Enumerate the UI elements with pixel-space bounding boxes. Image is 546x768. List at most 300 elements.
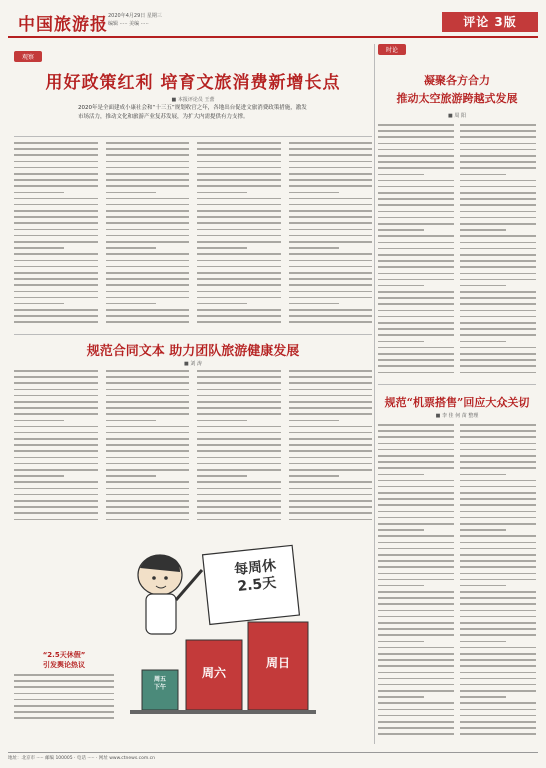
text-line xyxy=(14,173,98,175)
text-line xyxy=(460,198,536,200)
text-line xyxy=(378,634,454,636)
text-line xyxy=(378,647,454,649)
divider xyxy=(378,384,536,385)
right-second-byline: ■ 李 佳 何 苗 整理 xyxy=(435,413,479,419)
text-line xyxy=(460,517,536,519)
text-line xyxy=(106,260,190,262)
text-line xyxy=(460,365,536,367)
text-line xyxy=(460,328,536,330)
text-line xyxy=(289,420,339,422)
text-line xyxy=(106,179,190,181)
text-line xyxy=(378,504,454,506)
text-line xyxy=(14,148,98,150)
text-line xyxy=(378,653,454,655)
text-line xyxy=(289,444,373,446)
text-line xyxy=(106,229,190,231)
text-column xyxy=(197,142,281,328)
text-line xyxy=(14,693,114,695)
text-line xyxy=(14,711,114,713)
text-line xyxy=(14,488,98,490)
text-line xyxy=(378,492,454,494)
text-line xyxy=(378,192,454,194)
text-line xyxy=(197,444,281,446)
text-line xyxy=(14,426,98,428)
text-line xyxy=(106,161,190,163)
text-column xyxy=(106,370,190,525)
second-article-byline: ■ 刘 涛 xyxy=(184,361,202,367)
text-line xyxy=(106,253,190,255)
text-line xyxy=(460,684,536,686)
text-line xyxy=(460,291,536,293)
text-line xyxy=(460,616,536,618)
text-line xyxy=(460,696,506,698)
text-line xyxy=(106,444,190,446)
text-line xyxy=(197,284,281,286)
text-line xyxy=(460,634,536,636)
text-line xyxy=(378,542,454,544)
text-line xyxy=(197,457,281,459)
text-line xyxy=(197,315,281,317)
text-line xyxy=(378,291,454,293)
text-line xyxy=(197,266,281,268)
text-line xyxy=(460,628,536,630)
text-line xyxy=(14,494,98,496)
text-line xyxy=(378,174,424,176)
text-line xyxy=(197,450,281,452)
second-article-body xyxy=(14,370,372,530)
text-line xyxy=(197,407,281,409)
text-line xyxy=(378,560,454,562)
text-line xyxy=(460,579,536,581)
text-line xyxy=(14,204,98,206)
page-footer: 地址：北京市 ····· 邮编 100005 · 电话 ····· · 网址 www.ctnews.com.cn xyxy=(8,752,538,761)
text-line xyxy=(197,475,247,477)
text-line xyxy=(460,310,536,312)
text-line xyxy=(197,291,281,293)
text-line xyxy=(197,432,281,434)
text-column xyxy=(14,370,98,525)
text-line xyxy=(460,721,536,723)
left-column-label: 观察 xyxy=(14,51,42,62)
text-line xyxy=(106,284,190,286)
text-line xyxy=(197,494,281,496)
text-line xyxy=(460,467,536,469)
text-line xyxy=(378,591,454,593)
text-line xyxy=(14,376,98,378)
text-line xyxy=(289,519,373,521)
text-line xyxy=(14,519,98,521)
lead-article-lede: 2020年是全面建成小康社会和“十三五”规划收官之年，各地出台促进文旅消费政策措施，激发市场活力，推动文化和旅游产业复苏发展，为扩大内需提供有力支撑。 xyxy=(78,105,307,120)
text-line xyxy=(197,222,281,224)
text-line xyxy=(460,180,536,182)
text-line xyxy=(378,461,454,463)
text-line xyxy=(378,696,424,698)
text-line xyxy=(289,235,373,237)
text-line xyxy=(197,401,281,403)
text-line xyxy=(378,690,454,692)
text-line xyxy=(460,167,536,169)
text-line xyxy=(14,266,98,268)
section-tab: 评论 3版 xyxy=(442,12,538,32)
text-line xyxy=(106,450,190,452)
text-line xyxy=(289,407,373,409)
text-line xyxy=(460,461,536,463)
text-line xyxy=(289,500,373,502)
right-second-body xyxy=(378,424,536,744)
text-line xyxy=(197,272,281,274)
caption-body xyxy=(14,674,114,728)
text-line xyxy=(106,222,190,224)
illustration-saturday-label: 周六 xyxy=(201,666,226,680)
right-article-title: 凝聚各方合力 推动太空旅游跨越式发展 xyxy=(396,74,518,105)
text-column xyxy=(378,124,454,378)
right-second-title: 规范“机票搭售”回应大众关切 xyxy=(384,396,530,409)
text-line xyxy=(289,229,373,231)
text-line xyxy=(460,665,536,667)
text-line xyxy=(378,424,454,426)
text-line xyxy=(378,347,454,349)
text-line xyxy=(197,154,281,156)
text-line xyxy=(378,554,454,556)
text-line xyxy=(106,512,190,514)
text-line xyxy=(14,297,98,299)
text-line xyxy=(378,223,454,225)
text-line xyxy=(378,709,454,711)
text-line xyxy=(289,167,373,169)
text-line xyxy=(106,241,190,243)
text-line xyxy=(14,142,98,144)
text-line xyxy=(460,424,536,426)
text-column xyxy=(460,124,536,378)
text-line xyxy=(460,702,536,704)
text-line xyxy=(289,210,373,212)
text-line xyxy=(378,684,454,686)
illustration-sunday-label: 周日 xyxy=(265,656,290,670)
text-line xyxy=(14,717,114,719)
text-line xyxy=(289,148,373,150)
text-line xyxy=(106,235,190,237)
text-line xyxy=(378,517,454,519)
text-line xyxy=(197,382,281,384)
text-line xyxy=(106,142,190,144)
text-line xyxy=(460,235,536,237)
text-line xyxy=(378,523,454,525)
text-line xyxy=(378,155,454,157)
text-line xyxy=(460,548,536,550)
text-line xyxy=(106,204,190,206)
text-line xyxy=(460,353,536,355)
text-line xyxy=(106,297,190,299)
text-line xyxy=(289,457,373,459)
text-line xyxy=(14,500,98,502)
text-line xyxy=(106,272,190,274)
text-line xyxy=(289,247,339,249)
text-line xyxy=(460,260,536,262)
text-line xyxy=(289,161,373,163)
text-line xyxy=(460,641,506,643)
text-line xyxy=(14,699,114,701)
text-line xyxy=(197,420,247,422)
text-line xyxy=(460,560,536,562)
text-line xyxy=(378,334,454,336)
text-line xyxy=(378,616,454,618)
text-line xyxy=(14,284,98,286)
text-line xyxy=(197,148,281,150)
text-line xyxy=(106,154,190,156)
text-line xyxy=(14,272,98,274)
text-line xyxy=(289,198,373,200)
text-line xyxy=(14,278,98,280)
text-line xyxy=(378,328,454,330)
text-line xyxy=(289,309,373,311)
text-line xyxy=(197,179,281,181)
text-line xyxy=(14,210,98,212)
text-line xyxy=(289,494,373,496)
text-line xyxy=(14,686,114,688)
text-line xyxy=(289,481,373,483)
text-line xyxy=(14,303,64,305)
text-line xyxy=(460,647,536,649)
text-line xyxy=(106,167,190,169)
divider xyxy=(14,334,372,335)
text-line xyxy=(289,315,373,317)
right-column-label: 时论 xyxy=(378,44,406,55)
text-line xyxy=(460,303,536,305)
text-line xyxy=(14,432,98,434)
text-line xyxy=(378,229,424,231)
text-line xyxy=(197,278,281,280)
lead-article-body xyxy=(14,142,372,330)
text-line xyxy=(378,372,454,374)
text-line xyxy=(378,511,454,513)
text-line xyxy=(378,603,454,605)
text-line xyxy=(378,622,454,624)
text-line xyxy=(14,315,98,317)
text-line xyxy=(460,504,536,506)
right-article-body xyxy=(378,124,536,380)
illustration-sign-text: 每周休 2.5天 xyxy=(233,557,277,595)
text-line xyxy=(378,529,424,531)
illustration-friday-label: 周五 下午 xyxy=(153,676,166,691)
weekend-illustration xyxy=(120,530,320,720)
text-line xyxy=(460,204,536,206)
text-line xyxy=(378,727,454,729)
text-line xyxy=(460,622,536,624)
caption-box xyxy=(14,650,114,730)
text-line xyxy=(106,426,190,428)
text-line xyxy=(197,161,281,163)
text-line xyxy=(460,341,506,343)
text-line xyxy=(197,247,247,249)
text-line xyxy=(378,359,454,361)
text-line xyxy=(460,727,536,729)
text-line xyxy=(378,316,454,318)
text-line xyxy=(106,401,190,403)
text-line xyxy=(197,309,281,311)
text-line xyxy=(197,142,281,144)
text-line xyxy=(197,210,281,212)
text-line xyxy=(106,494,190,496)
text-line xyxy=(106,475,156,477)
text-line xyxy=(197,506,281,508)
text-line xyxy=(460,443,536,445)
text-line xyxy=(460,316,536,318)
text-line xyxy=(197,235,281,237)
text-line xyxy=(460,229,506,231)
text-line xyxy=(378,573,454,575)
text-line xyxy=(106,389,190,391)
divider xyxy=(14,136,372,137)
text-line xyxy=(14,167,98,169)
text-line xyxy=(460,585,506,587)
text-line xyxy=(106,469,190,471)
text-line xyxy=(378,597,454,599)
text-line xyxy=(289,284,373,286)
text-line xyxy=(289,463,373,465)
text-line xyxy=(378,149,454,151)
text-line xyxy=(460,715,536,717)
text-line xyxy=(197,185,281,187)
text-line xyxy=(378,610,454,612)
text-line xyxy=(378,260,454,262)
text-line xyxy=(106,198,190,200)
text-line xyxy=(460,223,536,225)
text-line xyxy=(378,480,454,482)
text-line xyxy=(378,474,424,476)
text-line xyxy=(378,143,454,145)
text-line xyxy=(378,715,454,717)
text-line xyxy=(14,216,98,218)
text-line xyxy=(378,702,454,704)
text-line xyxy=(106,303,156,305)
text-line xyxy=(289,266,373,268)
text-line xyxy=(378,436,454,438)
text-line xyxy=(460,143,536,145)
text-line xyxy=(197,500,281,502)
text-line xyxy=(289,389,373,391)
text-line xyxy=(289,512,373,514)
text-line xyxy=(14,450,98,452)
text-line xyxy=(460,217,536,219)
text-line xyxy=(460,535,536,537)
text-column xyxy=(289,370,373,525)
text-line xyxy=(378,130,454,132)
text-line xyxy=(378,443,454,445)
text-line xyxy=(378,467,454,469)
text-line xyxy=(106,278,190,280)
text-line xyxy=(14,247,64,249)
text-column xyxy=(289,142,373,328)
text-line xyxy=(289,192,339,194)
text-line xyxy=(106,370,190,372)
text-line xyxy=(14,198,98,200)
text-line xyxy=(289,370,373,372)
text-line xyxy=(106,420,156,422)
text-line xyxy=(289,260,373,262)
text-line xyxy=(460,610,536,612)
text-line xyxy=(14,475,64,477)
text-line xyxy=(378,628,454,630)
text-line xyxy=(14,291,98,293)
second-article-title: 规范合同文本 助力团队旅游健康发展 xyxy=(86,344,300,359)
text-line xyxy=(14,382,98,384)
text-line xyxy=(378,659,454,661)
text-line xyxy=(378,430,454,432)
text-line xyxy=(197,488,281,490)
text-line xyxy=(460,248,536,250)
text-line xyxy=(14,457,98,459)
text-line xyxy=(378,641,424,643)
text-line xyxy=(378,124,454,126)
text-line xyxy=(14,241,98,243)
text-line xyxy=(14,680,114,682)
text-line xyxy=(14,463,98,465)
text-line xyxy=(289,382,373,384)
text-line xyxy=(106,309,190,311)
issue-info xyxy=(108,12,162,28)
text-line xyxy=(289,426,373,428)
text-line xyxy=(460,449,536,451)
text-line xyxy=(197,204,281,206)
text-line xyxy=(289,173,373,175)
text-line xyxy=(14,512,98,514)
text-line xyxy=(289,142,373,144)
text-line xyxy=(378,548,454,550)
text-line xyxy=(460,474,506,476)
text-line xyxy=(378,665,454,667)
text-line xyxy=(460,672,536,674)
text-line xyxy=(378,353,454,355)
text-line xyxy=(106,395,190,397)
newspaper-logo: 中国旅游报 xyxy=(18,15,108,35)
text-line xyxy=(378,248,454,250)
text-column xyxy=(106,142,190,328)
text-column xyxy=(378,424,454,740)
text-line xyxy=(289,179,373,181)
text-line xyxy=(378,285,424,287)
text-line xyxy=(460,498,536,500)
text-line xyxy=(14,185,98,187)
text-line xyxy=(14,253,98,255)
text-line xyxy=(289,272,373,274)
text-line xyxy=(378,279,454,281)
text-line xyxy=(378,678,454,680)
text-line xyxy=(14,705,114,707)
text-line xyxy=(14,438,98,440)
text-line xyxy=(14,420,64,422)
text-line xyxy=(14,674,114,676)
text-line xyxy=(378,498,454,500)
caption-title: “2.5天休假” 引发舆论热议 xyxy=(42,651,86,669)
text-line xyxy=(197,481,281,483)
text-line xyxy=(106,173,190,175)
text-line xyxy=(378,204,454,206)
text-line xyxy=(289,154,373,156)
text-line xyxy=(460,254,536,256)
text-line xyxy=(14,321,98,323)
text-line xyxy=(378,297,454,299)
masthead xyxy=(8,6,538,38)
text-line xyxy=(197,469,281,471)
text-line xyxy=(14,407,98,409)
text-line xyxy=(460,653,536,655)
text-line xyxy=(289,291,373,293)
text-line xyxy=(378,322,454,324)
text-line xyxy=(378,217,454,219)
text-line xyxy=(14,235,98,237)
text-line xyxy=(460,149,536,151)
text-line xyxy=(197,260,281,262)
